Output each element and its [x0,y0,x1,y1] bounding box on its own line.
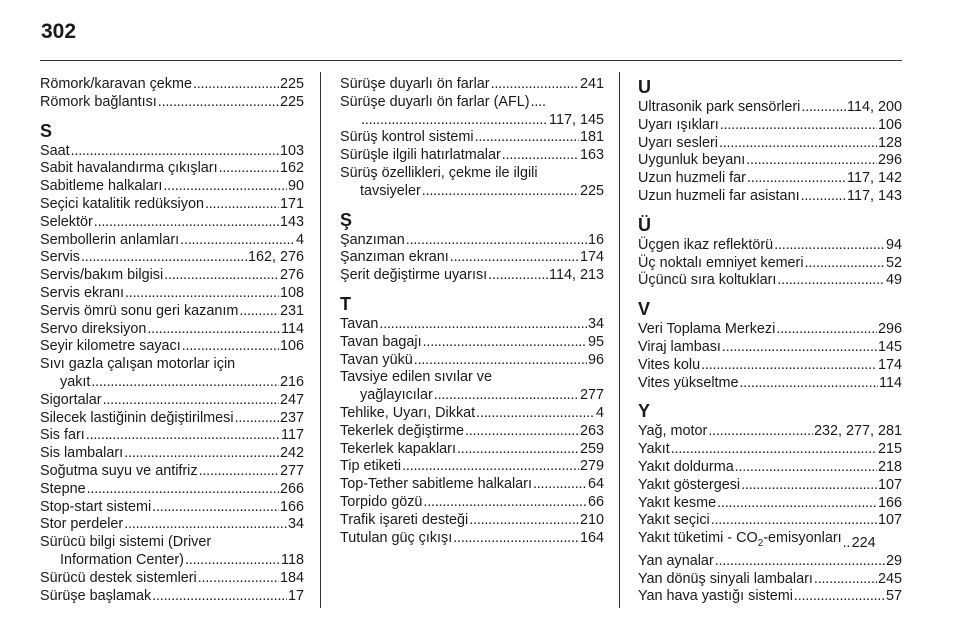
entry-term: Üçgen ikaz reflektörü [638,236,774,253]
index-entry [638,495,902,513]
dot-leader [814,571,877,589]
dot-leader [671,441,877,459]
dot-leader [86,427,280,445]
entry-term: Üçüncü sıra koltukları [638,272,777,289]
dot-leader [182,338,279,356]
entry-pages: 66 [587,493,604,510]
entry-pages: 174 [877,356,902,373]
entry-pages: 242 [279,445,304,462]
entry-term: Sürüş kontrol sistemi [340,129,474,146]
entry-pages: 225 [579,182,604,199]
index-entry [638,423,902,441]
entry-pages: 296 [877,321,902,338]
entry-term: Şanzıman [340,231,405,248]
entry-term-part: -emisyonları [763,530,842,547]
entry-term: Yakıt seçici [638,512,710,529]
entry-term: Römork bağlantısı [40,93,157,110]
entry-pages: 114, 213 [549,267,604,284]
dot-leader [453,530,579,548]
entry-pages: 117, 145 [549,111,604,128]
entry-pages: 34 [587,315,604,332]
dot-leader [475,129,579,147]
dot-leader [163,178,287,196]
entry-pages: 279 [579,458,604,475]
index-entry [638,357,902,375]
entry-term: Tip etiketi [340,458,402,475]
index-entry [340,76,604,94]
entry-pages: 166 [279,498,304,515]
index-entry [40,552,304,570]
dot-leader [87,481,279,499]
dot-leader [488,267,548,285]
index-entry [638,571,902,589]
entry-term: Tavan [340,315,379,332]
dot-leader [423,494,587,512]
entry-pages: 34 [287,516,304,533]
entry-term: Yakıt göstergesi [638,476,741,493]
index-entry [638,375,902,393]
entry-pages: 106 [279,338,304,355]
entry-pages: 237 [279,409,304,426]
entry-term: Soğutma suyu ve antifriz [40,462,198,479]
dot-leader [193,76,279,94]
entry-term: Sabitleme halkaları [40,178,163,195]
index-entry [340,232,604,250]
index-entry [340,147,604,165]
index-entry [40,445,304,463]
section-letter: T [340,293,351,314]
index-entry [638,441,902,459]
dot-leader [719,135,877,153]
entry-pages: 276 [279,267,304,284]
column-divider-1 [320,72,321,608]
entry-term: Seçici katalitik redüksiyon [40,195,204,212]
entry-term: Torpido gözü [340,493,423,510]
index-column-2 [340,76,604,547]
page-number: 302 [41,20,77,43]
index-entry [638,553,902,571]
entry-pages: 128 [877,134,902,151]
entry-pages: 108 [279,284,304,301]
entry-term: Yan hava yastığı sistemi [638,588,793,605]
entry-pages: 107 [877,476,902,493]
entry-term: Uyarı ışıkları [638,116,719,133]
entry-term: Şerit değiştirme uyarısı [340,267,488,284]
index-entry [638,237,902,255]
entry-pages: 143 [279,213,304,230]
entry-term: Stor perdeler [40,516,124,533]
entry-pages: 210 [579,511,604,528]
index-entry [340,112,604,130]
entry-pages: 241 [579,76,604,92]
index-entry [340,183,604,201]
index-entry [340,387,604,405]
dot-leader [805,255,885,273]
dot-leader [715,553,885,571]
entry-pages: 216 [279,373,304,390]
entry-pages: 174 [579,249,604,266]
entry-term [638,530,842,553]
index-entry [40,516,304,534]
entry-term: Servo direksiyon [40,320,147,337]
entry-term: Tekerlek kapakları [340,440,456,457]
dot-leader [361,112,548,130]
dot-leader [711,512,877,530]
dot-leader [457,441,579,459]
entry-pages: 94 [885,236,902,253]
entry-pages: 163 [579,147,604,164]
dot-leader [794,588,885,606]
section-letter: S [40,120,53,141]
dot-leader [740,375,879,393]
dot-leader [198,570,279,588]
dot-leader [735,459,877,477]
dot-leader [164,267,279,285]
entry-term: Sürücü destek sistemleri [40,569,197,586]
entry-term: Ultrasonik park sensörleri [638,99,801,115]
dot-leader [402,458,579,476]
index-entry [40,338,304,356]
index-entry [40,392,304,410]
index-entry [340,423,604,441]
dot-leader [152,588,287,606]
entry-term: Sigortalar [40,391,102,408]
entry-term: Uyarı sesleri [638,134,718,151]
entry-pages: 184 [279,569,304,586]
entry-pages: 277 [579,387,604,404]
header-rule [40,60,902,61]
dot-leader [502,147,579,165]
index-entry [40,410,304,428]
entry-term: Sürüşle ilgili hatırlatmalar [340,147,501,164]
entry-term-line: Sürüş özellikleri, çekme ile ilgili [340,164,538,181]
index-entry [340,352,604,370]
entry-pages: 114 [879,374,902,391]
entry-pages: 96 [587,351,604,368]
index-entry [340,458,604,476]
dot-leader [219,160,279,178]
index-entry [40,143,304,161]
index-entry [638,530,902,553]
entry-term: Tavan yükü [340,351,413,368]
entry-pages: 4 [295,231,304,248]
entry-pages: 57 [885,588,902,605]
entry-pages: 296 [877,152,902,169]
entry-pages: 103 [279,142,304,159]
entry-term: Sabit havalandırma çıkışları [40,160,218,177]
entry-pages: 224 [851,535,876,552]
section-letter: Y [638,401,651,422]
index-entry [340,405,604,423]
entry-term: Sürüşe başlamak [40,587,152,604]
entry-term: Sis lambaları [40,445,124,462]
entry-term: Uygunluk beyanı [638,152,746,169]
dot-leader [199,463,279,481]
index-entry [340,267,604,285]
index-entry [638,459,902,477]
dot-leader [147,321,280,339]
entry-term: Tutulan güç çıkışı [340,529,453,546]
entry-term: Sürüşe duyarlı ön farlar (AFL) [340,93,530,110]
entry-term: Selektör [40,213,93,230]
entry-pages: 90 [287,178,304,195]
dot-leader [843,535,851,553]
dot-leader [103,392,279,410]
entry-term-subscript: 2 [757,538,764,550]
entry-pages: 181 [579,129,604,146]
entry-pages: 117 [281,427,304,444]
index-entry [340,316,604,334]
index-entry [638,477,902,495]
entry-pages: 162 [279,160,304,177]
dot-leader [124,516,287,534]
entry-term: Sürüşe duyarlı ön farlar [340,76,490,92]
entry-pages: 164 [579,529,604,546]
entry-pages: 266 [279,480,304,497]
entry-pages: 218 [877,458,902,475]
dot-leader [746,152,877,170]
index-entry [40,588,304,606]
dot-leader [414,352,587,370]
entry-pages: 117, 142 [847,170,902,187]
entry-pages: 263 [579,422,604,439]
index-entry [340,512,604,530]
index-entry [638,272,902,290]
entry-pages: 245 [877,570,902,587]
index-entry [638,512,902,530]
dot-leader [205,196,279,214]
entry-pages: 52 [885,254,902,271]
dot-leader [239,303,279,321]
entry-term: Servis ekranı [40,284,124,301]
index-entry [638,170,902,188]
dot-leader [434,387,579,405]
section-letter: U [638,77,651,97]
entry-pages: 106 [877,116,902,133]
index-entry [40,94,304,112]
entry-pages: 64 [587,476,604,493]
entry-term: Vites yükseltme [638,374,739,391]
entry-term: Yakıt kesme [638,494,717,511]
dot-leader [491,76,579,94]
dot-leader [708,423,813,441]
entry-term: Seyir kilometre sayacı [40,338,181,355]
dot-leader [533,476,587,494]
dot-leader [180,232,295,250]
dot-leader [747,170,846,188]
entry-term: Top-Tether sabitleme halkaları [340,476,532,493]
index-entry [40,285,304,303]
entry-pages: 117, 143 [847,187,902,204]
entry-pages: 171 [279,195,304,212]
dot-leader [71,143,279,161]
entry-term: Sis farı [40,427,85,444]
section-letter: Ş [340,209,353,230]
entry-term: Römork/karavan çekme [40,76,192,92]
dot-leader [91,374,279,392]
entry-term: yakıt [60,373,91,390]
index-entry [40,374,304,392]
index-entry [340,334,604,352]
dot-leader [469,512,579,530]
entry-term: Yakıt [638,441,670,458]
index-entry [40,427,304,445]
entry-term: Yakıt doldurma [638,458,734,475]
entry-pages: 215 [877,441,902,458]
dot-leader [741,477,877,495]
index-entry [40,76,304,94]
dot-leader [776,321,877,339]
index-entry [40,303,304,321]
entry-pages: 95 [587,333,604,350]
entry-term: Şanzıman ekranı [340,249,449,266]
index-entry [40,249,304,267]
entry-pages: 231 [279,302,304,319]
dot-leader [476,405,595,423]
entry-term-line: Sıvı gazla çalışan motorlar için [40,356,236,373]
index-entry [40,321,304,339]
entry-term: Yağ, motor [638,423,708,440]
section-letter: Ü [638,214,651,235]
entry-term-part: Yakıt tüketimi - CO [638,530,758,547]
dot-leader [152,499,279,517]
dot-leader [423,334,587,352]
index-entry [340,494,604,512]
entry-term: Silecek lastiğinin değiştirilmesi [40,409,234,426]
index-entry [638,339,902,357]
dot-leader [717,495,877,513]
index-entry [638,135,902,153]
entry-pages: 225 [279,93,304,110]
entry-term: Information Center) [60,551,184,568]
dot-leader [185,552,280,570]
entry-pages: 4 [595,404,604,421]
entry-term: Veri Toplama Merkezi [638,321,776,338]
entry-term: Vites kolu [638,356,701,373]
entry-pages: 118 [281,551,304,568]
entry-pages: 162, 276 [247,249,304,266]
index-entry [40,463,304,481]
entry-pages: 232, 277, 281 [813,423,902,440]
entry-term: Tavan bagajı [340,333,422,350]
index-entry [40,232,304,250]
entry-term: Stop-start sistemi [40,498,152,515]
entry-term: Uzun huzmeli far [638,170,746,187]
entry-pages: 49 [885,272,902,289]
index-entry [40,481,304,499]
dot-leader [94,214,279,232]
entry-term: Tekerlek değiştirme [340,422,464,439]
index-entry [340,94,604,112]
dot-leader [125,285,279,303]
entry-term-line: Tavsiye edilen sıvılar ve [340,369,492,386]
index-entry [638,99,902,117]
dot-leader [720,117,877,135]
entry-term: yağlayıcılar [360,387,433,404]
dot-leader [422,183,579,201]
entry-term: Servis/bakım bilgisi [40,267,164,284]
index-entry [340,249,604,267]
entry-pages: 277 [279,462,304,479]
dot-leader [465,423,579,441]
section-letter: V [638,299,651,320]
entry-term: Yan aynalar [638,552,714,569]
entry-pages: 247 [279,391,304,408]
entry-term: Tehlike, Uyarı, Dikkat [340,404,476,421]
dot-leader [379,316,587,334]
index-entry [340,530,604,548]
index-entry [40,214,304,232]
index-entry [638,588,902,606]
entry-pages: 114, 200 [847,99,902,115]
entry-term: Sembollerin anlamları [40,231,180,248]
index-column-1 [40,76,304,605]
entry-pages: 114 [281,320,304,337]
dot-leader [81,249,247,267]
entry-term: Saat [40,142,70,159]
dot-leader [801,99,846,117]
entry-pages: 29 [885,552,902,569]
entry-pages: 166 [877,494,902,511]
index-entry [638,117,902,135]
index-entry [40,499,304,517]
index-entry [340,129,604,147]
index-entry [40,570,304,588]
entry-pages: 145 [877,338,902,355]
index-entry [40,267,304,285]
dot-leader [406,232,587,250]
index-entry [40,160,304,178]
index-entry [40,178,304,196]
entry-term: Üç noktalı emniyet kemeri [638,254,804,271]
dot-leader [124,445,279,463]
dot-leader [531,94,545,112]
entry-term: Servis [40,249,80,266]
dot-leader [722,339,877,357]
dot-leader [777,272,885,290]
index-entry [40,196,304,214]
index-entry [638,152,902,170]
dot-leader [158,94,279,112]
entry-term: Viraj lambası [638,338,721,355]
entry-term: Stepne [40,480,86,497]
index-column-3 [638,76,902,606]
index-entry [638,321,902,339]
entry-term: tavsiyeler [360,182,421,199]
dot-leader [701,357,877,375]
dot-leader [774,237,885,255]
index-entry [340,476,604,494]
entry-pages: 16 [587,231,604,248]
column-divider-2 [619,72,620,608]
dot-leader [450,249,579,267]
index-entry [638,188,902,206]
entry-term: Yan dönüş sinyali lambaları [638,570,813,587]
dot-leader [801,188,846,206]
entry-term: Servis ömrü sonu geri kazanım [40,302,239,319]
index-entry [340,441,604,459]
dot-leader [235,410,279,428]
entry-term-line: Sürücü bilgi sistemi (Driver [40,534,212,551]
index-entry [638,255,902,273]
entry-pages: 107 [877,512,902,529]
entry-term: Trafik işareti desteği [340,511,469,528]
entry-pages: 225 [279,76,304,92]
entry-term: Uzun huzmeli far asistanı [638,187,800,204]
entry-pages: 259 [579,440,604,457]
entry-pages: 17 [287,587,304,604]
